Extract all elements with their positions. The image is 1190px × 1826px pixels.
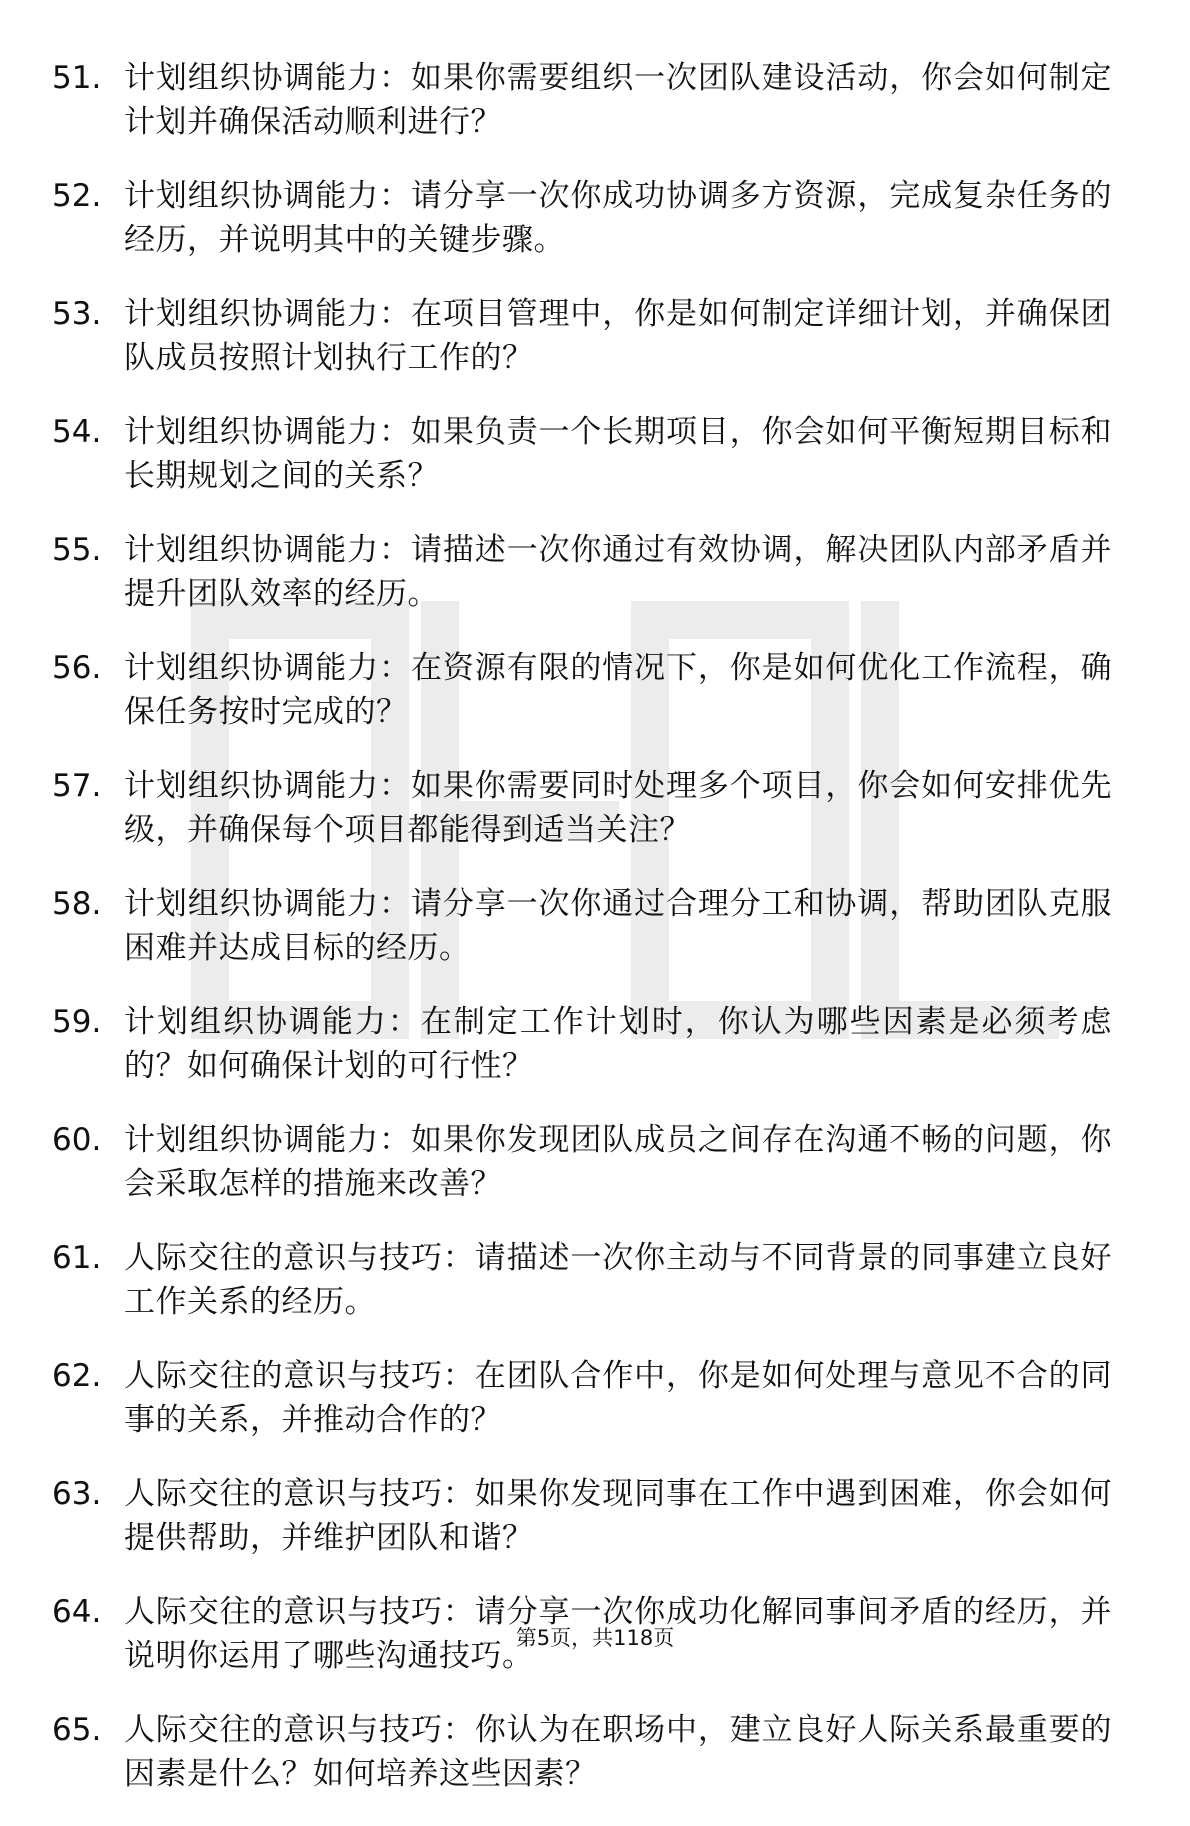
question-item — [52, 1472, 1112, 1560]
question-number: 52. — [52, 178, 102, 214]
question-number: 58. — [52, 886, 102, 922]
question-number: 59. — [52, 1004, 102, 1040]
question-number: 53. — [52, 296, 102, 332]
question-text: 计划组织协调能力：在制定工作计划时，你认为哪些因素是必须考虑的？如何确保计划的可行性？ — [124, 1004, 1112, 1084]
question-item — [52, 1354, 1112, 1442]
question-text: 计划组织协调能力：请分享一次你成功协调多方资源，完成复杂任务的经历，并说明其中的关键步骤。 — [124, 178, 1112, 258]
question-item — [52, 528, 1112, 616]
question-number: 63. — [52, 1476, 102, 1512]
question-item — [52, 882, 1112, 970]
question-text: 人际交往的意识与技巧：请描述一次你主动与不同背景的同事建立良好工作关系的经历。 — [124, 1240, 1112, 1320]
question-text: 计划组织协调能力：请分享一次你通过合理分工和协调，帮助团队克服困难并达成目标的经历。 — [124, 886, 1112, 966]
question-number: 65. — [52, 1712, 102, 1748]
question-number: 62. — [52, 1358, 102, 1394]
question-list — [52, 56, 1112, 1826]
question-number: 57. — [52, 768, 102, 804]
question-item — [52, 1118, 1112, 1206]
question-text: 人际交往的意识与技巧：在团队合作中，你是如何处理与意见不合的同事的关系，并推动合作的？ — [124, 1358, 1112, 1438]
question-text: 计划组织协调能力：如果你发现团队成员之间存在沟通不畅的问题，你会采取怎样的措施来改善？ — [124, 1122, 1112, 1202]
question-item — [52, 1000, 1112, 1088]
question-text: 计划组织协调能力：如果你需要组织一次团队建设活动，你会如何制定计划并确保活动顺利进行？ — [124, 60, 1112, 140]
question-text: 人际交往的意识与技巧：如果你发现同事在工作中遇到困难，你会如何提供帮助，并维护团队和谐？ — [124, 1476, 1112, 1556]
question-item — [52, 410, 1112, 498]
question-number: 55. — [52, 532, 102, 568]
question-text: 人际交往的意识与技巧：你认为在职场中，建立良好人际关系最重要的因素是什么？如何培养这些因素？ — [124, 1712, 1112, 1792]
question-text: 人际交往的意识与技巧：请分享一次你成功化解同事间矛盾的经历，并说明你运用了哪些沟通技巧。 — [124, 1594, 1112, 1674]
question-text: 计划组织协调能力：如果你需要同时处理多个项目，你会如何安排优先级，并确保每个项目都能得到适当关注？ — [124, 768, 1112, 848]
question-item — [52, 646, 1112, 734]
question-text: 计划组织协调能力：如果负责一个长期项目，你会如何平衡短期目标和长期规划之间的关系？ — [124, 414, 1112, 494]
question-item — [52, 1236, 1112, 1324]
question-item — [52, 174, 1112, 262]
question-text: 计划组织协调能力：请描述一次你通过有效协调，解决团队内部矛盾并提升团队效率的经历。 — [124, 532, 1112, 612]
question-item — [52, 292, 1112, 380]
question-number: 51. — [52, 60, 102, 96]
question-number: 54. — [52, 414, 102, 450]
question-number: 61. — [52, 1240, 102, 1276]
question-number: 64. — [52, 1594, 102, 1630]
question-text: 计划组织协调能力：在资源有限的情况下，你是如何优化工作流程，确保任务按时完成的？ — [124, 650, 1112, 730]
question-number: 56. — [52, 650, 102, 686]
question-item — [52, 1708, 1112, 1796]
question-item — [52, 56, 1112, 144]
question-number: 60. — [52, 1122, 102, 1158]
question-text: 计划组织协调能力：在项目管理中，你是如何制定详细计划，并确保团队成员按照计划执行工作的？ — [124, 296, 1112, 376]
question-item — [52, 764, 1112, 852]
page-footer: 第5页，共118页 — [515, 1626, 675, 1650]
